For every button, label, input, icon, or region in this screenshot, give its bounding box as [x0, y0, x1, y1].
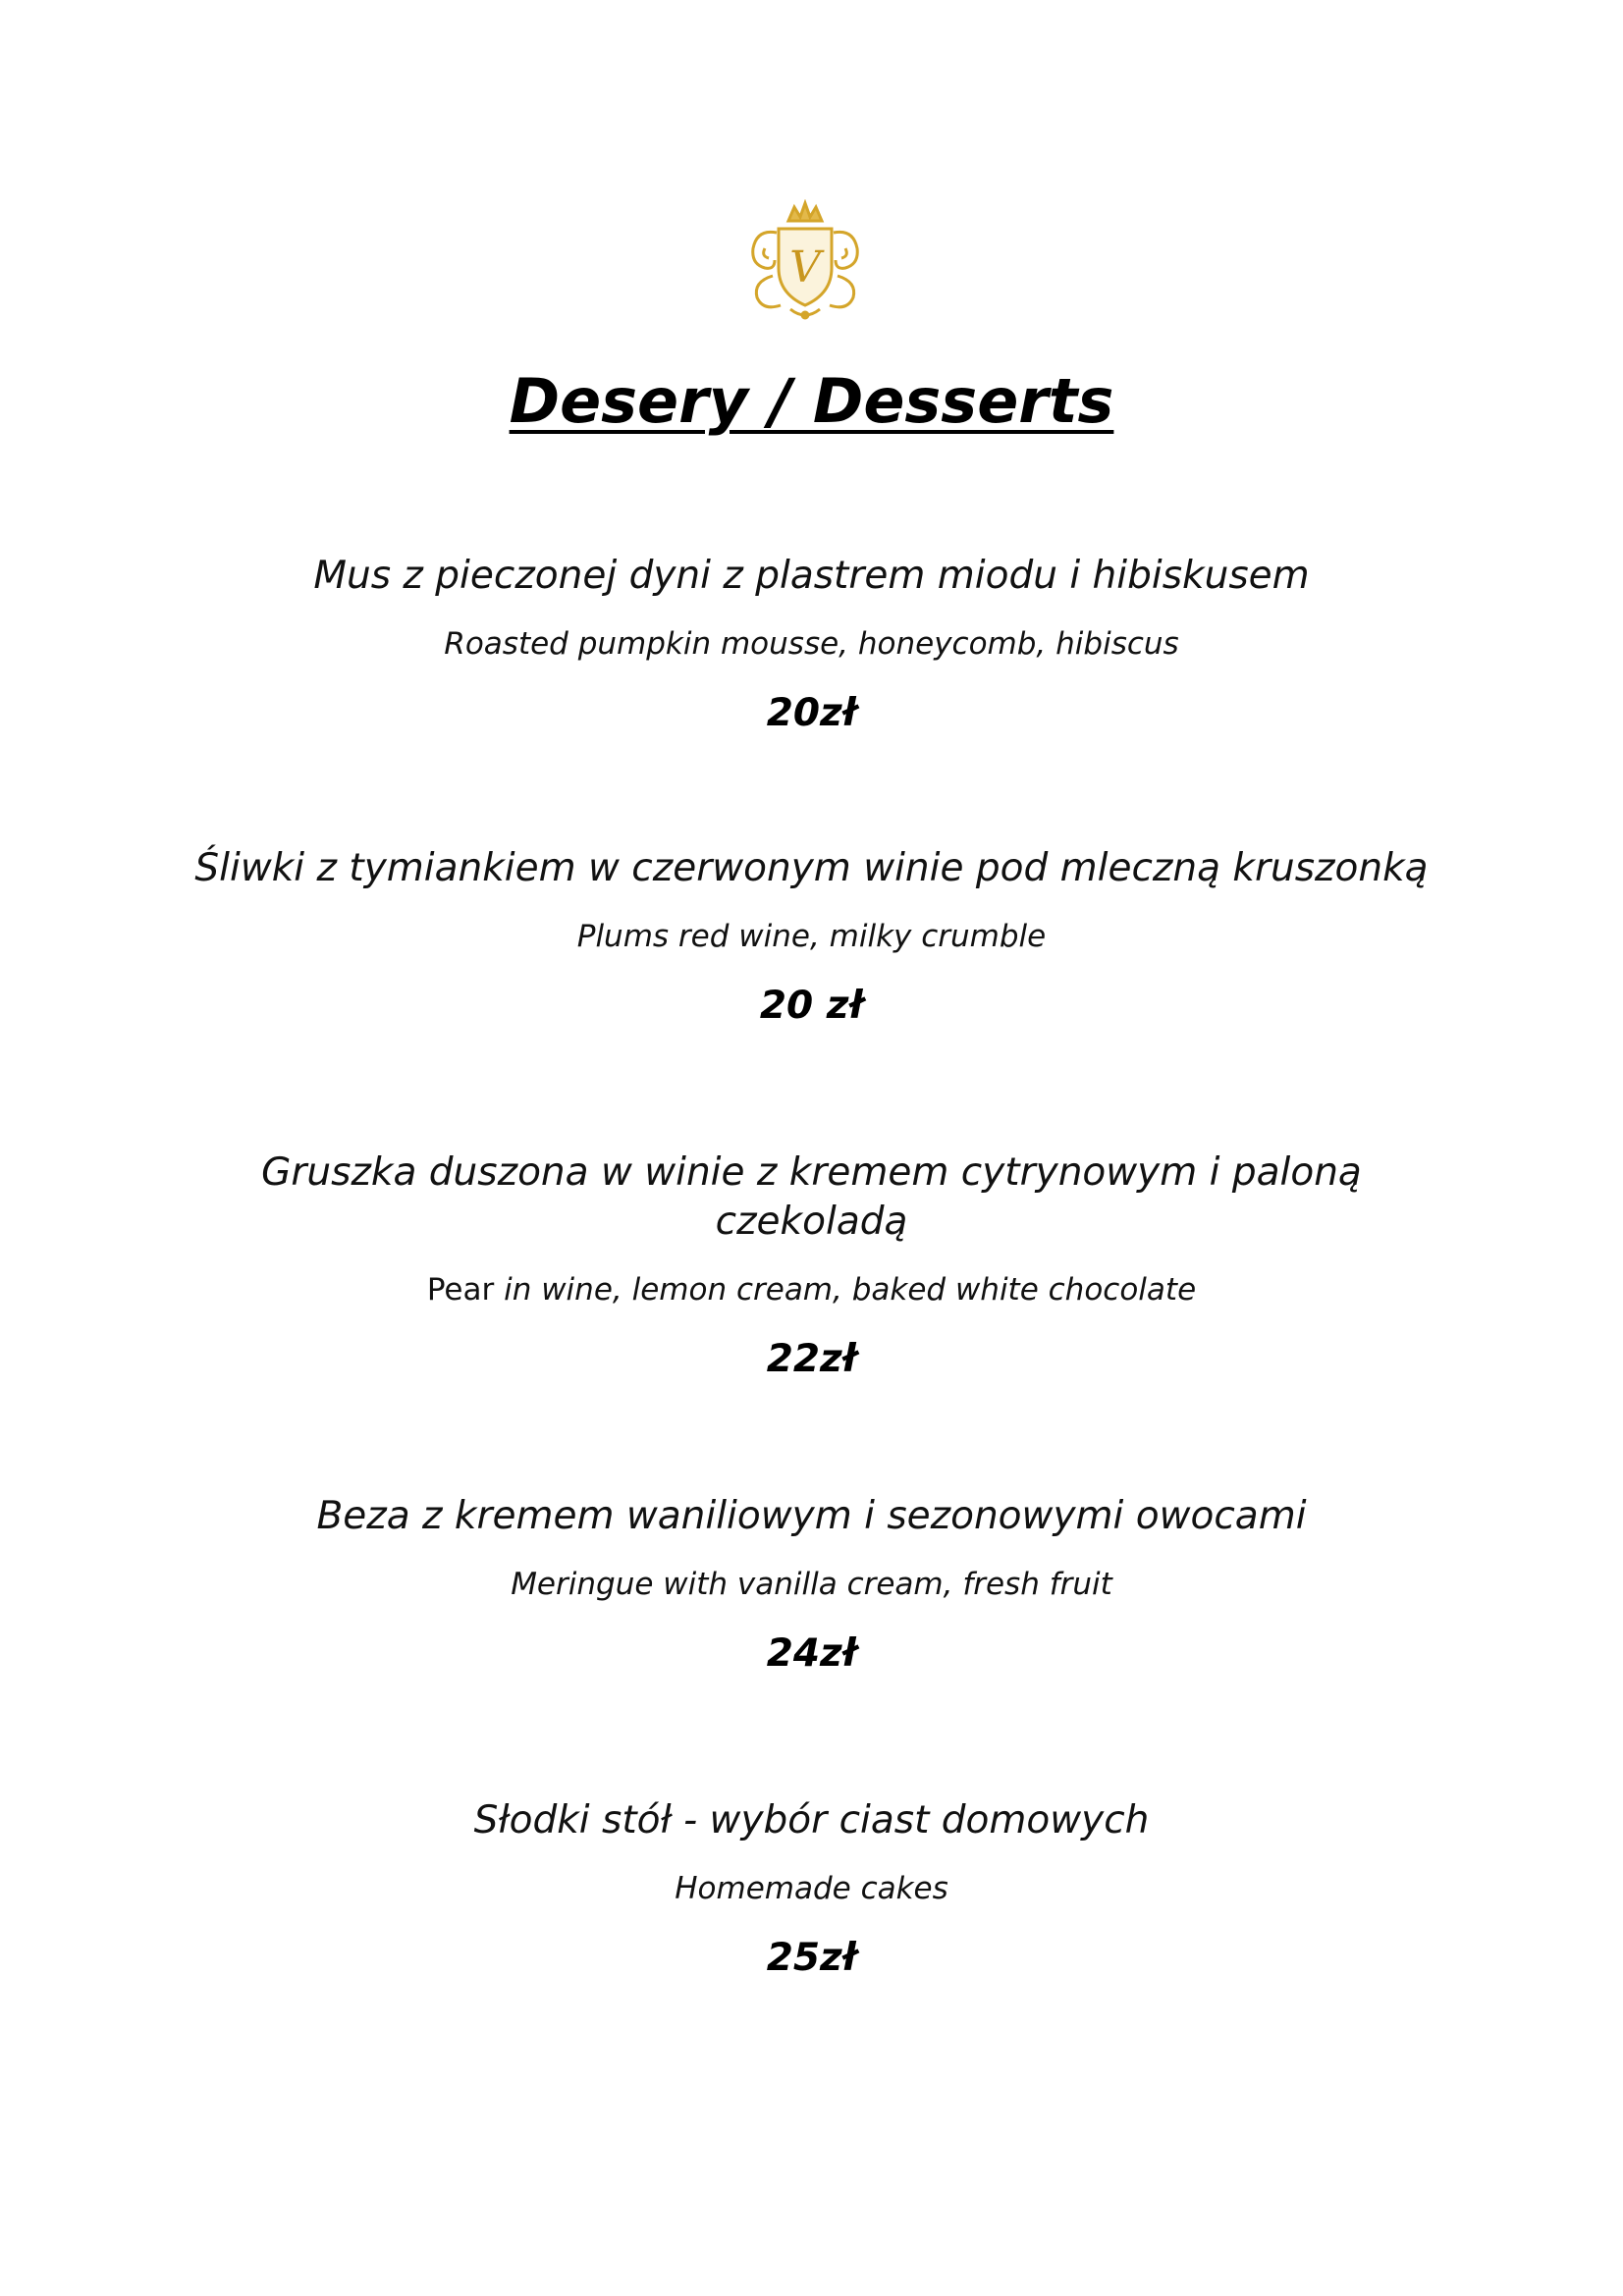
crest-logo-icon [739, 199, 871, 323]
menu-item [157, 844, 1466, 1031]
page-title: Desery / Desserts [509, 365, 1114, 437]
item-name: Gruszka duszona w winie z kremem cytrynowym i paloną czekoladą [261, 1150, 1362, 1244]
item-name: Beza z kremem waniliowym i sezonowymi owocami [316, 1494, 1307, 1538]
item-name: Śliwki z tymiankiem w czerwonym winie pod mleczną kruszonką [194, 846, 1429, 890]
item-description: Homemade cakes [675, 1871, 948, 1906]
menu-item [157, 552, 1466, 738]
item-price: 22zł [766, 1337, 857, 1381]
item-description: Meringue with vanilla cream, fresh fruit [511, 1567, 1112, 1602]
menu-item [216, 1148, 1407, 1384]
item-price: 25zł [766, 1936, 857, 1980]
item-description: Roasted pumpkin mousse, honeycomb, hibiscus [444, 626, 1179, 662]
crest-letter: V [789, 242, 821, 293]
item-price: 20 zł [759, 984, 864, 1028]
item-price: 24zł [766, 1631, 857, 1676]
menu-item [157, 1796, 1466, 1983]
item-name: Mus z pieczonej dyni z plastrem miodu i hibiskusem [313, 554, 1310, 598]
item-description: Pear in wine, lemon cream, baked white chocolate [426, 1272, 1197, 1308]
item-price: 20zł [766, 691, 857, 735]
menu-item [157, 1492, 1466, 1679]
item-description: Plums red wine, milky crumble [576, 919, 1047, 954]
item-name: Słodki stół - wybór ciast domowych [473, 1798, 1150, 1842]
